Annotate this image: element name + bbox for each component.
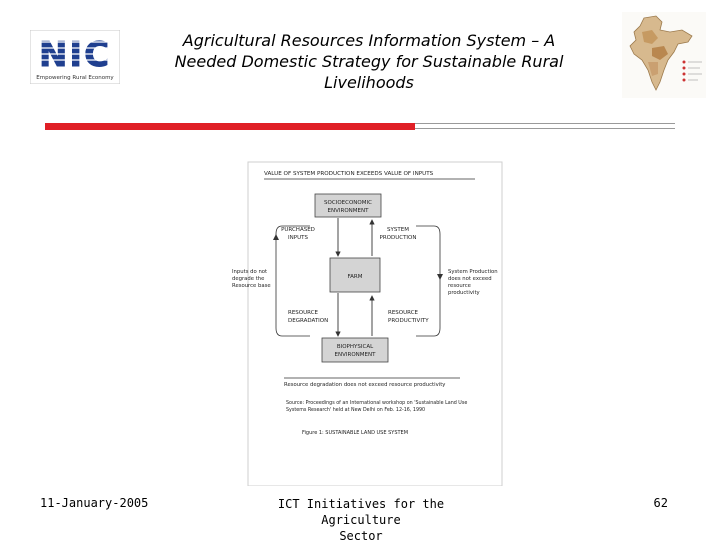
biophysical-label-2: ENVIRONMENT bbox=[334, 352, 376, 358]
left-note-1: Inputs do not bbox=[232, 269, 268, 275]
slide-number: 62 bbox=[653, 496, 668, 510]
system-production-label-1: SYSTEM bbox=[387, 227, 409, 233]
right-note-1: System Production bbox=[448, 269, 498, 275]
slide-title bbox=[150, 30, 588, 93]
resource-degradation-label-1: RESOURCE bbox=[288, 310, 319, 316]
india-map-image bbox=[622, 12, 706, 98]
title-line-1: Agricultural Resources Information System – A bbox=[182, 31, 556, 50]
footer-title-line-1: ICT Initiatives for the Agriculture bbox=[277, 497, 445, 527]
source-line-1: Source: Proceedings of an International workshop on 'Sustainable Land Use bbox=[286, 401, 468, 406]
top-caption: VALUE OF SYSTEM PRODUCTION EXCEEDS VALUE OF INPUTS bbox=[264, 171, 434, 177]
header-divider-line-lower bbox=[415, 128, 675, 129]
resource-productivity-label-1: RESOURCE bbox=[388, 310, 419, 316]
footer-title bbox=[255, 496, 467, 544]
header-accent-bar bbox=[45, 123, 415, 130]
farm-label: FARM bbox=[347, 274, 363, 280]
right-note-2: does not exceed bbox=[448, 276, 492, 282]
biophysical-label-1: BIOPHYSICAL bbox=[336, 344, 374, 350]
source-line-2: Systems Research' held at New Delhi on Feb. 12-16, 1990 bbox=[286, 408, 426, 413]
left-note-2: degrade the bbox=[232, 276, 265, 282]
figure-caption: Figure 1: SUSTAINABLE LAND USE SYSTEM bbox=[302, 430, 409, 436]
footer-title-line-2: Sector bbox=[339, 529, 383, 543]
resource-productivity-label-2: PRODUCTIVITY bbox=[388, 318, 429, 324]
bottom-caption: Resource degradation does not exceed resource productivity bbox=[284, 382, 446, 388]
nic-logo bbox=[30, 30, 120, 84]
resource-degradation-label-2: DEGRADATION bbox=[288, 318, 329, 324]
system-production-label-2: PRODUCTION bbox=[379, 235, 417, 241]
right-note-3: resource bbox=[448, 283, 471, 289]
logo-letters: NIC bbox=[38, 35, 112, 75]
biophysical-box bbox=[322, 338, 388, 362]
title-line-3: Livelihoods bbox=[324, 73, 414, 92]
title-line-2: Needed Domestic Strategy for Sustainable Rural bbox=[174, 52, 564, 71]
purchased-inputs-label-1: PURCHASED bbox=[281, 227, 315, 233]
socioeconomic-label-1: SOCIOECONOMIC bbox=[324, 200, 372, 206]
purchased-inputs-label-2: INPUTS bbox=[288, 235, 308, 241]
left-note-3: Resource base bbox=[232, 283, 271, 289]
footer-date: 11-January-2005 bbox=[40, 496, 149, 510]
sustainable-land-use-diagram bbox=[210, 130, 506, 486]
socioeconomic-label-2: ENVIRONMENT bbox=[327, 208, 369, 214]
right-note-4: productivity bbox=[448, 290, 480, 296]
logo-tagline: Empowering Rural Economy bbox=[36, 75, 114, 81]
